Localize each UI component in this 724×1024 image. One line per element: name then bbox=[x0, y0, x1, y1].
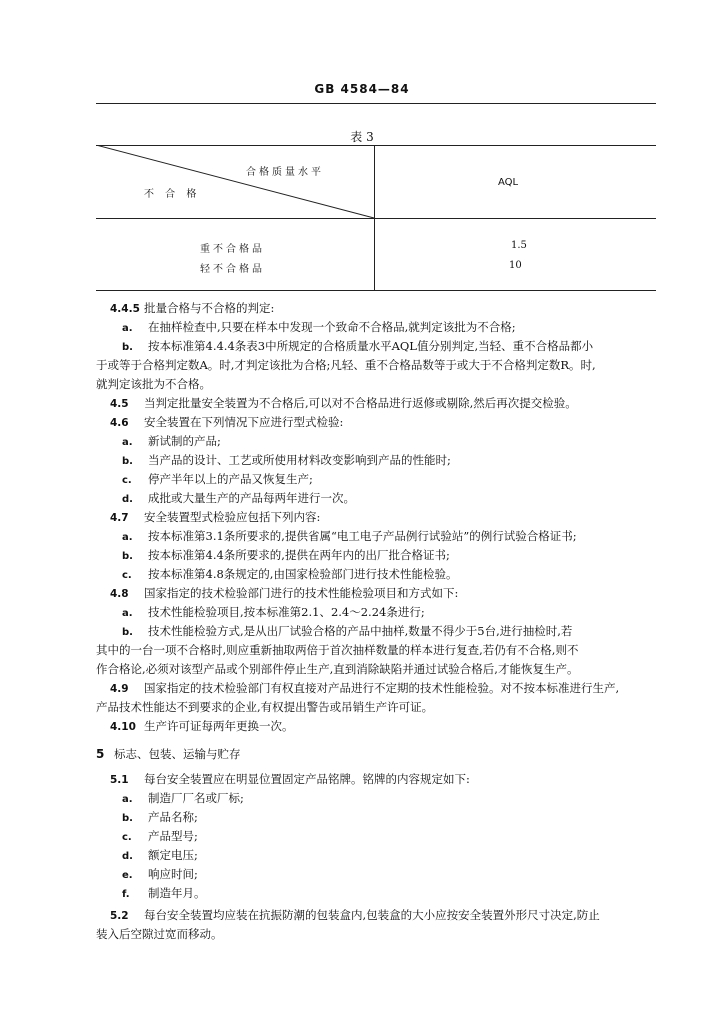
clause-5-1: 5.1 每台安全装置应在明显位置固定产品铭牌。铭牌的内容规定如下: bbox=[110, 772, 470, 786]
clause-4-6-d: d. 成批或大量生产的产品每两年进行一次。 bbox=[122, 491, 355, 505]
clause-4-7: 4.7 安全装置型式检验应包括下列内容: bbox=[110, 510, 321, 524]
clause-5-1-c: c. 产品型号; bbox=[122, 829, 198, 843]
document-header: GB 4584—84 bbox=[314, 82, 410, 96]
table-row-value: 1.5 bbox=[511, 240, 527, 251]
clause-4-8-a: a. 技术性能检验项目,按本标准第2.1、2.4～2.24条进行; bbox=[122, 605, 425, 619]
clause-4-7-c: c. 按本标准第4.8条规定的,由国家检验部门进行技术性能检验。 bbox=[122, 567, 458, 581]
clause-5-2: 5.2 每台安全装置均应装在抗振防潮的包装盒内,包装盒的大小应按安全装置外形尺寸决定,防止 bbox=[110, 908, 600, 922]
table-bottom-border bbox=[96, 290, 656, 291]
clause-4-6: 4.6 安全装置在下列情况下应进行型式检验: bbox=[110, 415, 344, 429]
clause-5-1-f: f. 制造年月。 bbox=[122, 886, 206, 900]
clause-4-6-c: c. 停产半年以上的产品又恢复生产; bbox=[122, 472, 313, 486]
clause-4-8: 4.8 国家指定的技术检验部门进行的技术性能检验项目和方式如下: bbox=[110, 586, 459, 600]
table-row-value: 10 bbox=[509, 260, 522, 271]
clause-4-7-a: a. 按本标准第3.1条所要求的,提供省属“电工电子产品例行试验站”的例行试验合格证书; bbox=[122, 529, 577, 543]
clause-4-9-line2: 产品技术性能达不到要求的企业,有权提出警告或吊销生产许可证。 bbox=[96, 700, 434, 714]
clause-4-7-b: b. 按本标准第4.4条所要求的,提供在两年内的出厂批合格证书; bbox=[122, 548, 450, 562]
clause-4-10: 4.10 生产许可证每两年更换一次。 bbox=[110, 719, 294, 733]
table-row-label: 重不合格品 bbox=[200, 244, 265, 255]
clause-4-8-b: b. 技术性能检验方式,是从出厂试验合格的产品中抽样,数量不得少于5台,进行抽检时,若 bbox=[122, 624, 573, 638]
clause-4-6-a: a. 新试制的产品; bbox=[122, 434, 221, 448]
table-caption: 表 3 bbox=[350, 130, 374, 144]
clause-5-1-b: b. 产品名称; bbox=[122, 810, 198, 824]
table-row-label: 轻不合格品 bbox=[200, 264, 265, 275]
clause-4-4-5-b: b. 按本标准第4.4.4条表3中所规定的合格质量水平AQL值分别判定,当轻、重不合格品都小 bbox=[122, 339, 594, 353]
table-3 bbox=[96, 145, 656, 291]
clause-4-4-5-b-line2: 于或等于合格判定数A。时,才判定该批为合格;凡轻、重不合格品数等于或大于不合格判定数R。时, bbox=[96, 358, 596, 372]
clause-4-4-5-a: a. 在抽样检查中,只要在样本中发现一个致命不合格品,就判定该批为不合格; bbox=[122, 320, 516, 334]
clause-4-8-b-line2: 其中的一台一项不合格时,则应重新抽取两倍于首次抽样数量的样本进行复查,若仍有不合格,则不 bbox=[96, 643, 579, 657]
table-corner-top: 合格质量水平 bbox=[246, 167, 324, 178]
clause-5-2-line2: 装入后空隙过宽而移动。 bbox=[96, 927, 223, 941]
clause-4-4-5: 4.4.5 批量合格与不合格的判定: bbox=[110, 301, 275, 315]
table-col-header-aql: AQL bbox=[498, 177, 519, 188]
table-diagonal bbox=[96, 145, 376, 219]
header-rule bbox=[96, 103, 656, 104]
clause-4-5: 4.5 当判定批量安全装置为不合格后,可以对不合格品进行返修或剔除,然后再次提交检验。 bbox=[110, 396, 577, 410]
clause-5-1-a: a. 制造厂厂名或厂标; bbox=[122, 791, 244, 805]
clause-4-9: 4.9 国家指定的技术检验部门有权直接对产品进行不定期的技术性能检验。对不按本标准进行生产, bbox=[110, 681, 620, 695]
clause-4-6-b: b. 当产品的设计、工艺或所使用材料改变影响到产品的性能时; bbox=[122, 453, 451, 467]
clause-5-1-e: e. 响应时间; bbox=[122, 867, 198, 881]
section-5-heading: 5 标志、包装、运输与贮存 bbox=[96, 747, 241, 761]
table-corner-bottom: 不 合 格 bbox=[144, 189, 201, 200]
clause-4-8-b-line3: 作合格论,必须对该型产品或个别部件停止生产,直到消除缺陷并通过试验合格后,才能恢复生产。 bbox=[96, 662, 579, 676]
clause-5-1-d: d. 额定电压; bbox=[122, 848, 198, 862]
clause-4-4-5-b-line3: 就判定该批为不合格。 bbox=[96, 377, 211, 391]
